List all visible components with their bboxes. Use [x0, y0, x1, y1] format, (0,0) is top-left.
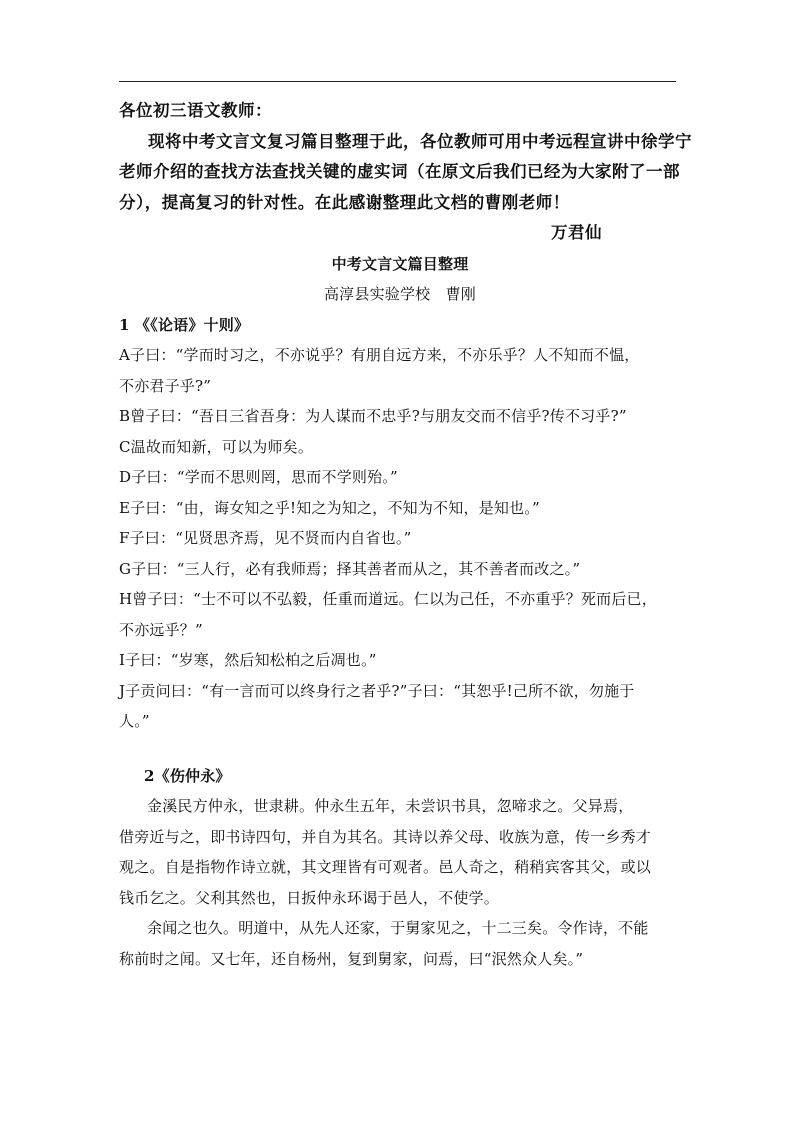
- document-subtitle: 高淳县实验学校 曹刚: [323, 285, 476, 303]
- section-heading-1: 1 《《论语》十则》: [119, 315, 250, 334]
- notice-line: 现将中考文言文复习篇目整理于此，各位教师可用中考远程宣讲中徐学宁: [148, 131, 692, 151]
- text-line: G子曰：“三人行，必有我师焉；择其善者而从之，其不善者而改之。”: [119, 559, 581, 578]
- document-body: [119, 96, 692, 974]
- greeting: 各位初三语文教师：: [119, 101, 272, 120]
- section-heading-2: 2《伤仲永》: [144, 766, 231, 785]
- notice-line: 老师介绍的查找方法查找关键的虚实词（在原文后我们已经为大家附了一部: [119, 162, 680, 181]
- text-line: I子曰：“岁寒，然后知松柏之后凋也。”: [119, 651, 377, 669]
- header-rule: [119, 81, 676, 82]
- text-line: 人。”: [119, 712, 150, 730]
- text-line: 不亦远乎？”: [119, 620, 203, 639]
- text-line: 钱币乞之。父利其然也，日扳仲永环谒于邑人，不使学。: [119, 888, 500, 907]
- text-line: F子曰：“见贤思齐焉，见不贤而内自省也。”: [119, 529, 412, 547]
- text-line: 称前时之闻。又七年，还自杨州，复到舅家，问焉，曰“泯然众人矣。”: [119, 949, 584, 968]
- text-line: J子贡问曰：“有一言而可以终身行之者乎?”子曰：“其恕乎!己所不欲，勿施于: [119, 681, 635, 700]
- text-line: D子曰：“学而不思则罔，思而不学则殆。”: [119, 468, 398, 486]
- notice-line: 分），提高复习的针对性。在此感谢整理此文档的曹刚老师！: [119, 192, 570, 212]
- signature: 万君仙: [551, 223, 602, 242]
- text-line: 观之。自是指物作诗立就，其文理皆有可观者。邑人奇之，稍稍宾客其父，或以: [119, 858, 652, 876]
- text-line: 不亦君子乎?”: [119, 376, 212, 395]
- spacer: [119, 737, 681, 761]
- text-line: 借旁近与之，即书诗四句，并自为其名。其诗以养父母、收族为意，传一乡秀才: [119, 827, 652, 846]
- text-line: C温故而知新，可以为师矣。: [119, 437, 314, 456]
- text-line: 余闻之也久。明道中，从先人还家，于舅家见之，十二三矣。令作诗，不能: [147, 919, 649, 937]
- document-title: 中考文言文篇目整理: [331, 254, 469, 273]
- text-line: 金溪民方仲永，世隶耕。仲永生五年，未尝识书具，忽啼求之。父异焉，: [147, 797, 634, 815]
- text-line: E子曰：“由，诲女知之乎!知之为知之，不知为不知，是知也。”: [119, 498, 540, 517]
- text-line: A子曰：“学而时习之，不亦说乎？有朋自远方来，不亦乐乎？人不知而不愠，: [119, 346, 640, 364]
- text-line: H曾子曰：“士不可以不弘毅，任重而道远。仁以为己任，不亦重乎？死而后已，: [119, 590, 657, 608]
- text-line: B曾子曰：“吾日三省吾身：为人谋而不忠乎?与朋友交而不信乎?传不习乎?”: [119, 407, 627, 425]
